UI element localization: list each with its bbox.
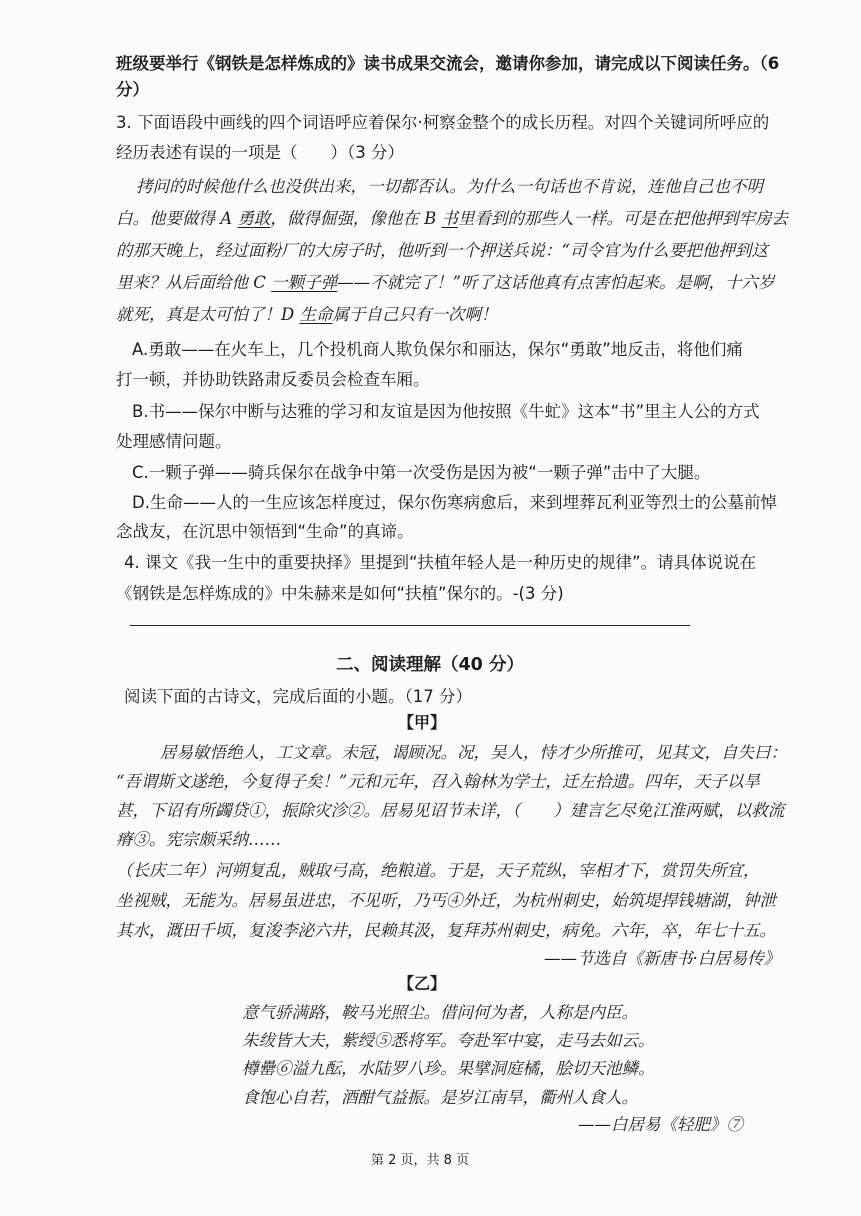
passage-text: 属于自己只有一次啊！ xyxy=(332,305,498,324)
jia-line-1: 居易敏悟绝人，工文章。未冠，谒顾况。况，吴人，恃才少所推可，见其文，自失曰： xyxy=(160,743,787,762)
question-4-line-1: 4. 课文《我一生中的重要抉择》里提到“扶植年轻人是一种历史的规律”。请具体说说在 xyxy=(124,553,757,572)
question-3-line-1: 3. 下面语段中画线的四个词语呼应着保尔·柯察金整个的成长历程。对四个关键词所呼应的 xyxy=(116,113,770,132)
question-3-line-2: 经历表述有误的一项是（ ）（3 分） xyxy=(116,143,404,162)
option-d-line-2: 念战友，在沉思中领悟到“生命”的真谛。 xyxy=(116,522,414,541)
passage-text: 就死，真是太可怕了！D xyxy=(116,305,300,324)
passage-text: ——不就完了！”听了这话他真有点害怕起来。是啊，十六岁 xyxy=(337,273,775,292)
passage-text: 里看到的那些人一样。可是在把他押到牢房去 xyxy=(458,209,789,228)
jia-line-5: （长庆二年）河朔复乱，贼取弓高，绝粮道。于是，天子荒纵，宰相才下，赏罚失所宜， xyxy=(116,861,760,880)
passage-text: 里来？从后面给他 C xyxy=(116,273,272,292)
jia-line-6: 坐视贼，无能为。居易虽进忠，不见听，乃丐④外迁，为杭州刺史，始筑堤捍钱塘湖，钟泄 xyxy=(116,891,776,910)
passage-line-3: 的那天晚上，经过面粉厂的大房子时，他听到一个押送兵说：“司令官为什么要把他押到这 xyxy=(116,241,768,260)
passage-text: 白。他要做得 A xyxy=(116,209,238,228)
passage-line-4 xyxy=(116,269,775,293)
yi-line-4: 食饱心自若，酒酣气益振。是岁江南旱，衢州人食人。 xyxy=(242,1088,638,1107)
underlined-word-a: 勇敢 xyxy=(237,209,271,228)
yi-line-2: 朱绂皆大夫，紫绶⑤悉将军。夸赴军中宴，走马去如云。 xyxy=(242,1031,655,1050)
jia-line-7: 其水，溉田千顷，复浚李泌六井，民赖其汲，复拜苏州刺史，病免。六年，卒，年七十五。 xyxy=(116,921,776,940)
option-b-line-2: 处理感情问题。 xyxy=(116,432,232,451)
yi-line-1: 意气骄满路，鞍马光照尘。借问何为者，人称是内臣。 xyxy=(242,1003,638,1022)
jia-line-3: 甚，下诏有所蠲贷①，振除灾沴②。居易见诏节未详，（ ）建言乞尽免江淮两赋，以救流 xyxy=(116,801,785,820)
option-b-line-1: B.书——保尔中断与达雅的学习和友谊是因为他按照《牛虻》这本“书”里主人公的方式 xyxy=(132,402,760,421)
underlined-word-d: 生命 xyxy=(299,305,333,324)
yi-source: ——白居易《轻肥》⑦ xyxy=(578,1115,743,1134)
section-2-instruction: 阅读下面的古诗文，完成后面的小题。（17 分） xyxy=(124,687,472,706)
jia-source: ——节选自《新唐书·白居易传》 xyxy=(544,949,781,968)
passage-line-2 xyxy=(116,205,788,229)
section-2-title: 二、阅读理解（40 分） xyxy=(336,655,524,675)
option-a-line-2: 打一顿，并协助铁路肃反委员会检查车厢。 xyxy=(116,370,430,389)
underlined-word-b: 书 xyxy=(441,209,459,228)
option-d-line-1: D.生命——人的一生应该怎样度过，保尔伤寒病愈后，来到埋葬瓦利亚等烈士的公墓前悼 xyxy=(132,493,777,512)
answer-line xyxy=(130,625,690,626)
intro-line-2: 分） xyxy=(116,80,149,99)
text-yi-label: 【乙】 xyxy=(398,974,447,993)
intro-line-1: 班级要举行《钢铁是怎样炼成的》读书成果交流会，邀请你参加，请完成以下阅读任务。（6 xyxy=(116,54,780,73)
jia-line-2: “吾谓斯文遂绝，今复得子矣！”元和元年，召入翰林为学士，迁左拾遗。四年，天子以旱 xyxy=(116,772,760,791)
page-footer: 第 2 页，共 8 页 xyxy=(371,1153,470,1168)
passage-line-5 xyxy=(116,301,497,325)
yi-line-3: 樽罍⑥溢九酝，水陆罗八珍。果擘洞庭橘，脍切天池鳞。 xyxy=(242,1059,655,1078)
question-4-line-2: 《钢铁是怎样炼成的》中朱赫来是如何“扶植”保尔的。-(3 分) xyxy=(116,584,564,603)
passage-line-1: 拷问的时候他什么也没供出来，一切都否认。为什么一句话也不肯说，连他自己也不明 xyxy=(136,177,763,196)
jia-line-4: 瘠③。宪宗颇采纳…… xyxy=(116,830,281,849)
underlined-word-c: 一颗子弹 xyxy=(271,273,338,292)
text-jia-label: 【甲】 xyxy=(398,713,447,732)
passage-text: ，做得倔强，像他在 B xyxy=(270,209,442,228)
option-c-line-1: C.一颗子弹——骑兵保尔在战争中第一次受伤是因为被“一颗子弹”击中了大腿。 xyxy=(132,463,711,482)
option-a-line-1: A.勇敢——在火车上，几个投机商人欺负保尔和丽达，保尔“勇敢”地反击，将他们痛 xyxy=(132,340,743,359)
